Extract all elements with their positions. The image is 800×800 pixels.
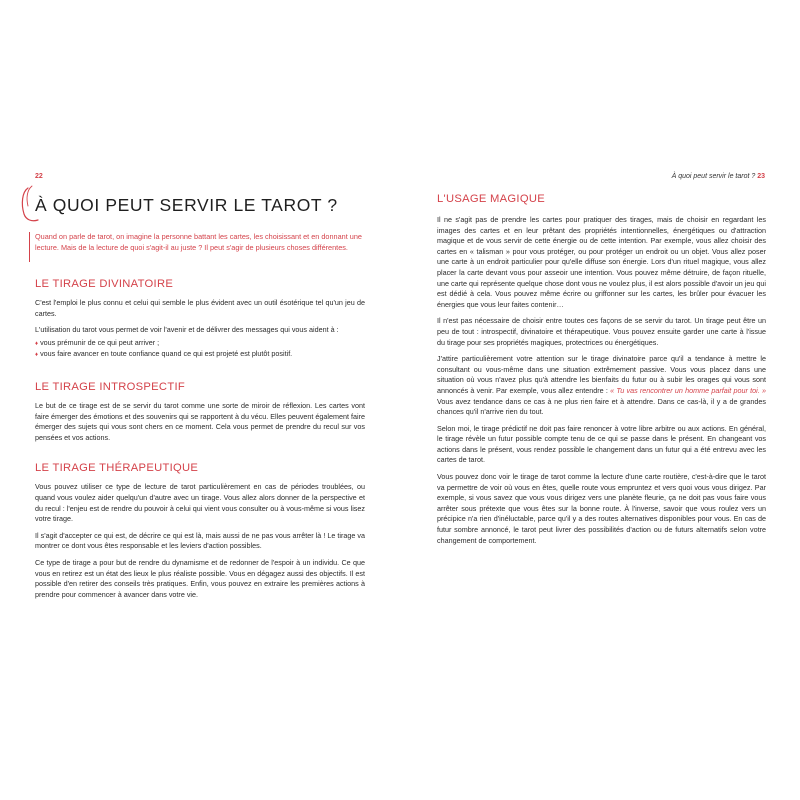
paragraph: C'est l'emploi le plus connu et celui qui semble le plus évident avec un outil ésotérique tel qu'un jeu de cartes.: [35, 298, 365, 318]
running-head: [672, 173, 765, 181]
paragraph: J'attire particulièrement votre attention sur le tirage divinatoire parce qu'il a tendance à mettre le consultant ou vous-même dans une situation extrêmement passive. Vous vous placez dans une situation où vous n'avez plus qu'à attendre les bienfaits du futur ou à subir les orages qui vous sont annoncés à venir. Par exemple, vous allez entendre : « Tu vas rencontrer un homme parfait pour toi. » Vous avez tendance dans ce cas à ne plus rien faire et à attendre. Dans ce cas-là, il y a de grandes chances qu'il n'arrive rien du tout.: [437, 354, 766, 417]
bullet-list: [35, 338, 365, 361]
red-diamond-bullet-icon: ♦: [35, 340, 39, 347]
paragraph: Ce type de tirage a pour but de rendre du dynamisme et de redonner de l'espoir à un individu. Ce que vous en retirez est un état des lieux le plus réaliste possible. Vous en dégagez aussi des objectifs. Il est possible d'en retirer des conseils très pratiques. Enfin, vous pouvez en extraire les premières actions à prendre pour commencer à avancer dans votre vie.: [35, 557, 365, 599]
page-number-left: 22: [35, 173, 43, 180]
red-diamond-bullet-icon: ♦: [35, 352, 39, 359]
left-column: [35, 277, 365, 606]
paragraph: Il s'agit d'accepter ce qui est, de décrire ce qui est là, mais aussi de ne pas vous arrêter là ! Le tirage va montrer ce dont vous êtes responsable et les leviers d'action possibles.: [35, 530, 365, 551]
list-item: ♦ vous faire avancer en toute confiance quand ce qui est projeté est plutôt positif.: [35, 349, 293, 359]
red-quote: « Tu vas rencontrer un homme parfait pour toi. »: [610, 385, 766, 395]
page-number-right: 23: [757, 173, 765, 180]
section-title-therapeutique: LE TIRAGE THÉRAPEUTIQUE: [35, 462, 199, 475]
intro-accent-bar: [29, 232, 30, 262]
running-head-title: À quoi peut servir le tarot ?: [671, 173, 756, 180]
chapter-intro: Quand on parle de tarot, on imagine la personne battant les cartes, les choisissant et en donnant une lecture. Mais de la lecture de quoi s'agit-il au juste ? Il peut s'agir de plusieurs choses différentes.: [35, 232, 362, 252]
section-title-introspectif: LE TIRAGE INTROSPECTIF: [35, 380, 185, 393]
paragraph: Le but de ce tirage est de se servir du tarot comme une sorte de miroir de réflexion. Les cartes vont faire émerger des émotions et des souvenirs qui se rapportent à du vécu. Elles peuvent également faire émerger des sujets qui vous sont chers en ce moment. Cela vous permet de prendre du recul sur vos pensées et vos actions.: [35, 400, 365, 442]
paragraph: Selon moi, le tirage prédictif ne doit pas faire renoncer à votre libre arbitre ou aux actions. En général, le tirage révèle un futur possible compte tenu de ce qui se passe dans le présent. En changeant vos actions dans le présent, vous rendez possible le changement dans un futur qui a été entrevu avec les cartes de tarot.: [437, 423, 766, 465]
paragraph: Vous pouvez utiliser ce type de lecture de tarot particulièrement en cas de périodes troublées, ou quand vous voulez aider quelqu'un d'autre avec un tirage. Vous allez alors donner de la perspective et du recul : l'enjeu est de rendre du pouvoir à celui qui vient vous consulter ou à vous-même si vous lisez votre tirage.: [35, 482, 365, 524]
right-column: [437, 192, 766, 552]
section-title-usage-magique: L'USAGE MAGIQUE: [437, 193, 545, 205]
section-title-divinatoire: LE TIRAGE DIVINATOIRE: [35, 278, 174, 290]
list-item: ♦ vous prémunir de ce qui peut arriver ;: [35, 337, 160, 347]
paragraph: L'utilisation du tarot vous permet de voir l'avenir et de délivrer des messages qui vous aident à :: [35, 325, 339, 335]
paragraph: Il ne s'agit pas de prendre les cartes pour pratiquer des tirages, mais de choisir en regardant les images des cartes et en leur prêtant des propriétés intentionnelles, énergétiques ou d'attraction magique et de vous servir de cette énergie ou de cette intention. Par exemple, vous allez choisir des cartes en « talisman » pour vous protéger, ou pour protéger un endroit ou un objet. Vous allez poser une carte à un endroit particulier pour qu'elle diffuse son énergie. Lors d'un rituel magique, vous allez placer la carte devant vous pour asseoir une intention. Vous pouvez même détruire, de façon rituelle, une carte qui représente quelque chose dont vous ne voulez plus, il est alors possible d'avoir un jeu qui est dédié à cela. Vous pouvez même écrire ou griffonner sur les cartes, les brûler pour évacuer les énergies que vous leur faites contenir…: [437, 215, 766, 309]
paragraph: Vous pouvez donc voir le tirage de tarot comme la lecture d'une carte routière, c'est-à-dire que le tarot va permettre de voir où vous en êtes, quelle route vous empruntez et vers quoi vous vous dirigez. Par exemple, si vous savez que vous vous dirigez vers une planète fleurie, ça ne doit pas vous faire vous arrêter sous prétexte que vous êtes sur la bonne route. À l'inverse, savoir que vous roulez vers un précipice n'a rien d'inéluctable, parce qu'il y a des routes alternatives disponibles pour vous. En cas de futur sombre annoncé, le tarot peut livrer des possibilités d'action ou de futurs alternatifs selon votre changement de comportement.: [437, 472, 766, 545]
chapter-title: À QUOI PEUT SERVIR LE TAROT ?: [35, 195, 338, 215]
paragraph: Il n'est pas nécessaire de choisir entre toutes ces façons de se servir du tarot. Un tirage peut être un peu de tout : introspectif, divinatoire et thérapeutique. Vous pouvez ensuite garder une carte à l'issue du tirage pour ses propriétés magiques, protectrices ou énergétiques.: [437, 316, 766, 347]
